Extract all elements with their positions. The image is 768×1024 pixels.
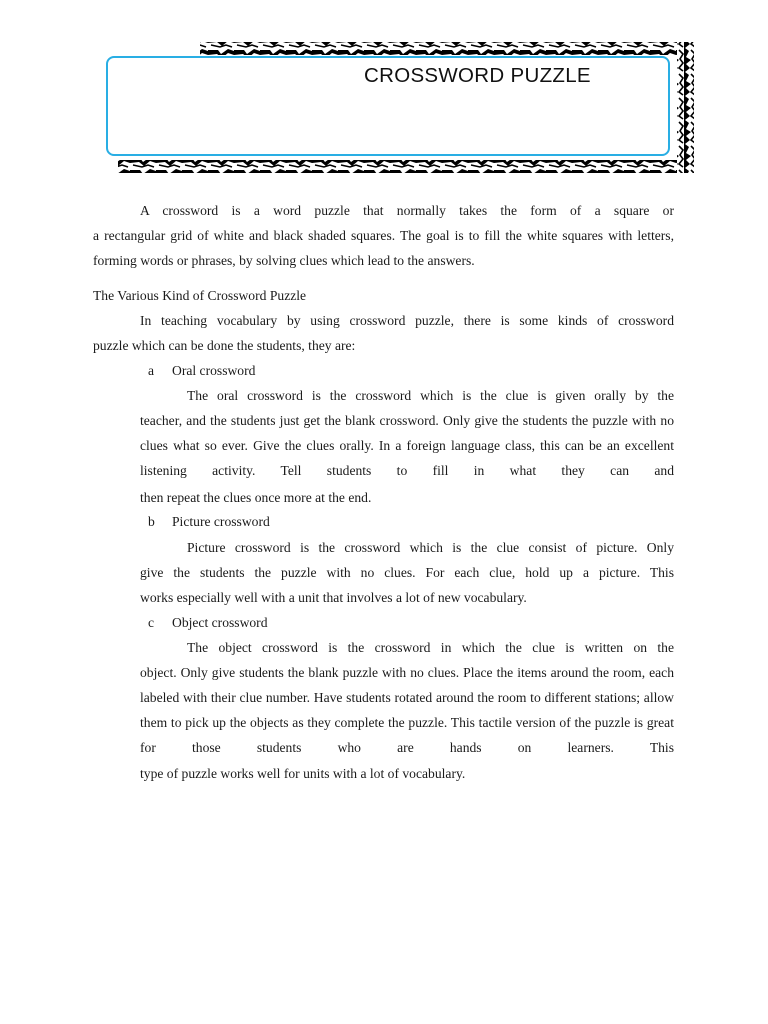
border-right-strip [677, 42, 694, 173]
intro-paragraph-line1: A crossword is a word puzzle that normally takes the form of a square or [140, 203, 674, 218]
intro-paragraph-body: a rectangular grid of white and black shaded squares. The goal is to fill the white squares with letters, forming words or phrases, by solving clues which lead to the answers. [93, 228, 674, 268]
list-item-picture-first-line: Picture crossword is the crossword which is the clue consist of picture. Only [187, 540, 674, 555]
list-item-oral-body: teacher, and the students just get the blank crossword. Only give the students the puzzle with no clues what so ever. Give the clues orally. In a foreign language class, this can be an excellent listening activity. Tell students to fill in what they can and [140, 413, 674, 478]
list-item-title-object: Object crossword [172, 615, 268, 630]
list-item-oral-last-line: then repeat the clues once more at the end. [140, 490, 372, 505]
list-item-picture-last-line: works especially well with a unit that involves a lot of new vocabulary. [140, 590, 527, 605]
page-title: CROSSWORD PUZZLE [364, 64, 591, 87]
border-bottom-strip [118, 160, 694, 173]
list-item-title-oral: Oral crossword [172, 363, 256, 378]
list-marker-a: a [148, 363, 155, 378]
list-item-object-last-line: type of puzzle works well for units with a lot of vocabulary. [140, 766, 466, 781]
border-top-strip [200, 42, 694, 55]
section-heading: The Various Kind of Crossword Puzzle [93, 288, 307, 303]
title-box [106, 56, 670, 156]
section-lead-line1: In teaching vocabulary by using crossword puzzle, there is some kinds of crossword [140, 313, 674, 328]
list-item-object-first-line: The object crossword is the crossword in which the clue is written on the [187, 640, 674, 655]
list-item-picture-body: give the students the puzzle with no clues. For each clue, hold up a picture. This [140, 565, 674, 580]
list-item-object-body: object. Only give students the blank puzzle with no clues. Place the items around the room, each labeled with their clue number. Have students rotated around the room to different stations; allow them to pick up the objects as they complete the puzzle. This tactile version of the puzzle is great for those students who are hands on learners. This [140, 665, 674, 755]
list-item-title-picture: Picture crossword [172, 514, 270, 529]
list-item-oral-first-line: The oral crossword is the crossword which is the clue is given orally by the [187, 388, 674, 403]
list-marker-c: c [148, 615, 155, 630]
list-marker-b: b [148, 514, 155, 529]
section-lead-line2: puzzle which can be done the students, they are: [93, 338, 356, 353]
